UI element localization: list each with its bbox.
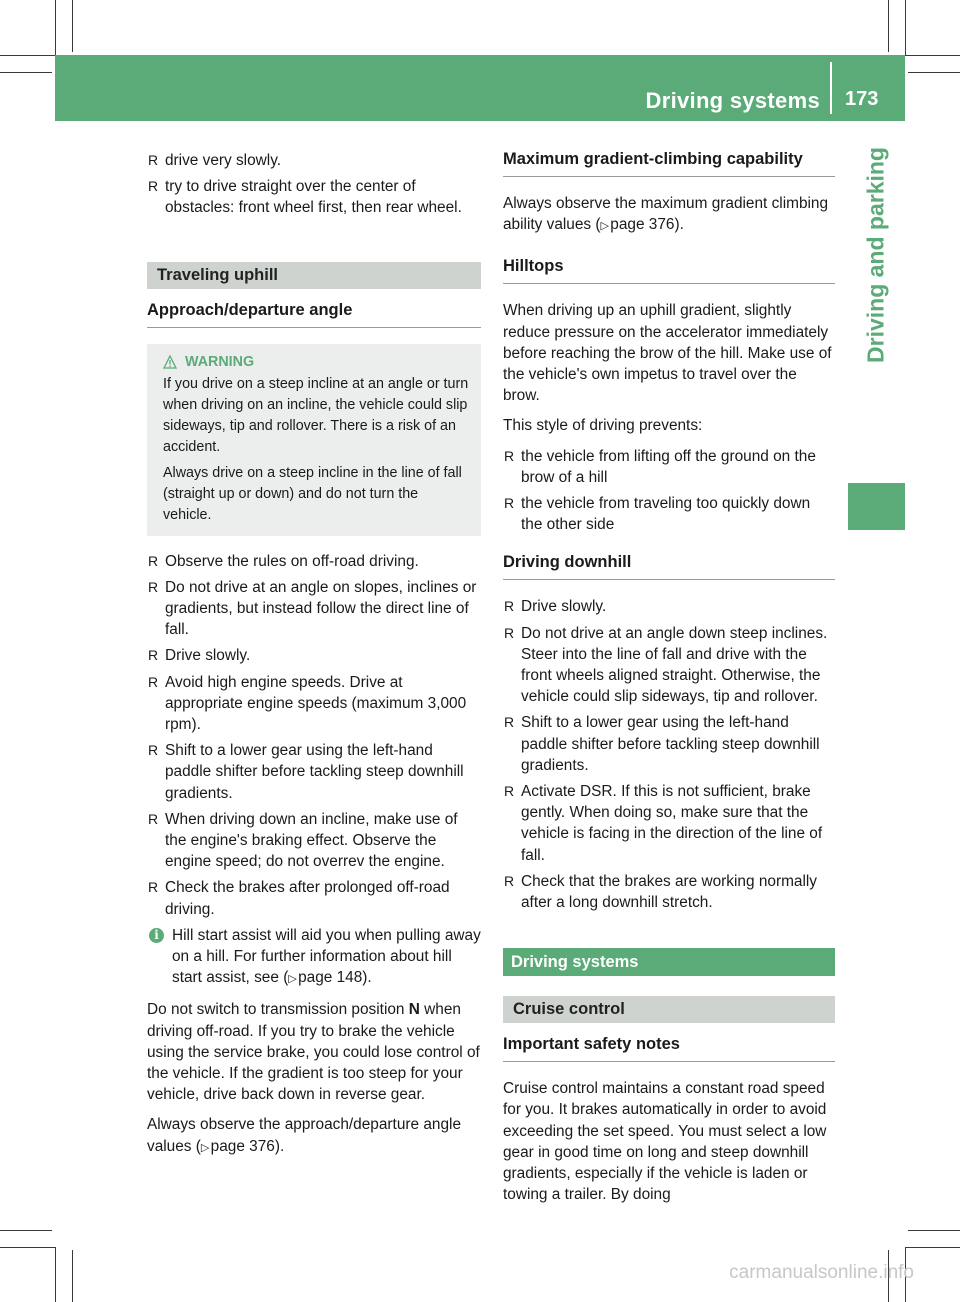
para-text: Always observe the approach/departure angle values ( (147, 1116, 461, 1155)
page-ref-arrow-icon: ▷ (200, 1141, 210, 1154)
list-item: R Check the brakes after prolonged off-road driving. (147, 877, 481, 919)
info-text: Hill start assist will aid you when pulling away on a hill. For further information about hill start assist, see ( (172, 926, 481, 987)
crop-mark (905, 55, 960, 56)
list-item: R drive very slowly. (147, 150, 481, 171)
page-ref-arrow-icon: ▷ (600, 220, 609, 233)
gear-position-n: N (408, 1001, 420, 1019)
hilltops-bullet-list (503, 446, 835, 536)
crop-mark (0, 55, 55, 56)
left-column (147, 150, 481, 1168)
page-ref-arrow-icon: ▷ (288, 973, 297, 986)
crop-mark (908, 1230, 960, 1231)
transmission-paragraph (147, 999, 481, 1105)
heading-max-gradient: Maximum gradient-climbing capability (503, 150, 835, 177)
warning-header (163, 354, 469, 370)
crop-mark (72, 1250, 73, 1302)
hilltops-paragraph: This style of driving prevents: (503, 417, 703, 435)
approach-values-paragraph (147, 1114, 481, 1158)
warning-label: WARNING (185, 353, 255, 370)
uphill-bullet-list (147, 551, 481, 920)
list-item: R Drive slowly. (147, 645, 481, 666)
section-band-cruise-control: Cruise control (503, 996, 835, 1023)
downhill-bullet-list (503, 596, 835, 913)
section-band-driving-systems: Driving systems (503, 948, 835, 976)
para-text: when driving off-road. If you try to brake the vehicle using the service brake, you could lose control of the vehicle. If the gradient is too steep for your vehicle, drive back down in reverse gear. (147, 1001, 480, 1104)
warning-box (147, 344, 481, 536)
crop-mark (0, 1247, 55, 1248)
page-number: 173 (845, 88, 879, 110)
max-gradient-paragraph (503, 193, 835, 237)
para-text: ). (674, 216, 684, 234)
para-text: ). (274, 1137, 285, 1155)
hilltops-paragraph: When driving up an uphill gradient, slightly reduce pressure on the accelerator immediately before reaching the brow of the hill. Make use of the vehicle's own impetus to travel over the brow. (503, 302, 832, 405)
crop-mark (908, 72, 960, 73)
cruise-control-paragraph: Cruise control maintains a constant road speed for you. It brakes automatically in order to avoid exceeding the set speed. You must select a low gear in good time on long and steep downhill gradients, especially if the vehicle is laden or towing a trailer. By doing (503, 1080, 827, 1204)
crop-mark (905, 1247, 960, 1248)
side-tab-label: Driving and parking (862, 147, 889, 363)
crop-mark (0, 72, 52, 73)
subheading-approach-departure: Approach/departure angle (147, 301, 481, 328)
list-item: R Do not drive at an angle on slopes, inclines or gradients, but instead follow the direct line of fall. (147, 577, 481, 641)
warning-triangle-icon (163, 355, 177, 369)
page-ref-link[interactable]: page 376 (610, 216, 675, 234)
para-text: Do not switch to transmission position (147, 1001, 409, 1019)
list-item: R the vehicle from lifting off the ground on the brow of a hill (503, 446, 835, 488)
list-item: R Do not drive at an angle down steep inclines. Steer into the line of fall and drive with the front wheels aligned straight. Otherwise, the vehicle could slip sideways, tip and rollover. (503, 623, 835, 708)
list-item: R Observe the rules on off-road driving. (147, 551, 481, 572)
intro-bullet-list (147, 150, 481, 219)
crop-mark (55, 1247, 56, 1302)
right-column (503, 150, 835, 1215)
crop-mark (0, 1230, 52, 1231)
heading-hilltops: Hilltops (503, 257, 835, 284)
crop-mark (55, 0, 56, 55)
side-tab-marker (848, 483, 905, 530)
heading-safety-notes: Important safety notes (503, 1035, 835, 1062)
list-item: R When driving down an incline, make use of the engine's braking effect. Observe the engine speed; do not overrev the engine. (147, 809, 481, 873)
list-item: R the vehicle from traveling too quickly down the other side (503, 493, 835, 535)
list-item: R Activate DSR. If this is not sufficient, brake gently. When doing so, make sure that the vehicle is facing in the direction of the line of fall. (503, 781, 835, 866)
para-text: Always observe the maximum gradient climbing ability values ( (503, 195, 829, 234)
watermark: carmanualsonline.info (729, 1262, 914, 1283)
list-item: R Shift to a lower gear using the left-hand paddle shifter before tackling steep downhill gradients. (503, 712, 835, 776)
info-icon: i (149, 928, 164, 943)
page-header-title: Driving systems (645, 88, 820, 113)
warning-text: If you drive on a steep incline at an angle or turn when driving on an incline, the vehicle could slip sideways, tip and rollover. There is a risk of an accident. (163, 375, 469, 455)
list-item: R try to drive straight over the center of obstacles: front wheel first, then rear wheel. (147, 176, 481, 218)
crop-mark (72, 0, 73, 52)
info-note (147, 925, 481, 991)
page-ref-link[interactable]: page 376 (210, 1137, 275, 1155)
list-item: R Avoid high engine speeds. Drive at appropriate engine speeds (maximum 3,000 rpm). (147, 672, 481, 736)
section-band-traveling-uphill: Traveling uphill (147, 262, 481, 289)
list-item: R Shift to a lower gear using the left-hand paddle shifter before tackling steep downhill gradients. (147, 740, 481, 804)
list-item: R Drive slowly. (503, 596, 835, 617)
info-close: ). (362, 969, 372, 987)
page-ref-link[interactable]: page 148 (298, 969, 363, 987)
header-divider (830, 62, 832, 114)
list-item: R Check that the brakes are working normally after a long downhill stretch. (503, 871, 835, 913)
warning-text: Always drive on a steep incline in the line of fall (straight up or down) and do not turn the vehicle. (163, 464, 462, 523)
crop-mark (888, 0, 889, 52)
crop-mark (905, 0, 906, 55)
heading-driving-downhill: Driving downhill (503, 553, 835, 580)
